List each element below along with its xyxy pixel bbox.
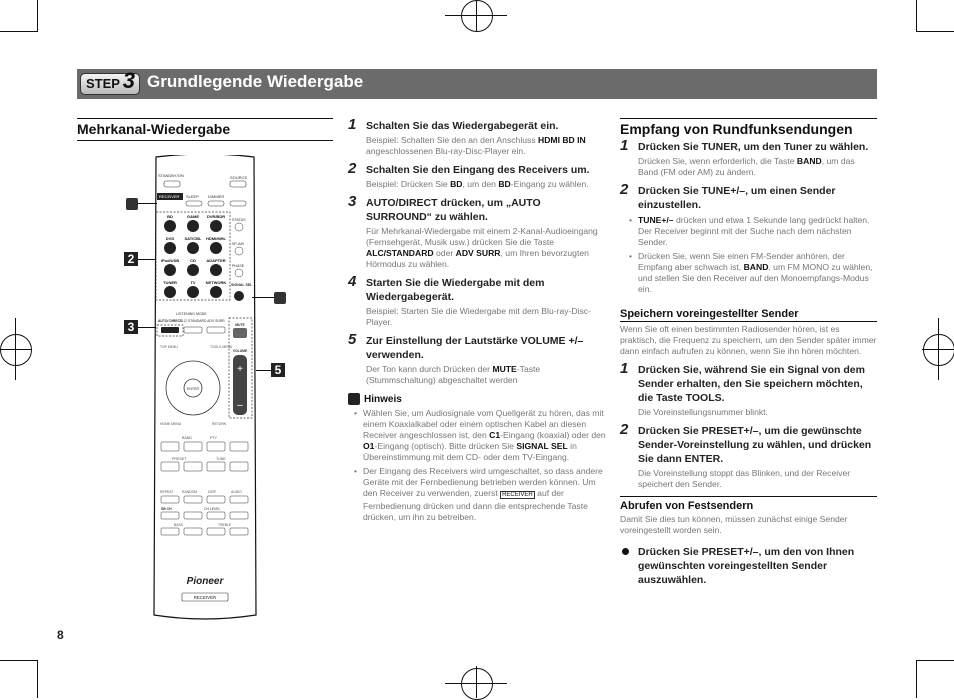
alc-standard-button[interactable]: [184, 327, 202, 333]
home-menu-label: HOME MENU: [160, 422, 182, 426]
callout-line: [252, 297, 274, 298]
step-number: 3: [122, 68, 135, 93]
dvr-button[interactable]: [210, 220, 222, 232]
ch-level-label: CH LEVEL: [204, 507, 221, 511]
play-button[interactable]: [184, 442, 202, 451]
callout-2: 2: [124, 252, 138, 266]
mute-label: MUTE: [235, 323, 245, 327]
repeat-button[interactable]: [161, 496, 179, 503]
ipod-button[interactable]: [164, 264, 176, 276]
step-5-note: Der Ton kann durch Drücken der MUTE-Taste (Stummschaltung) abgeschaltet werden: [366, 364, 541, 385]
preset-step-2-note: Die Voreinstellung stoppt das Blinken, und der Receiver speichert den Sender.: [638, 468, 851, 489]
radio-step-1-note: Drücken Sie, wenn erforderlich, die Taste BAND, um das Band (FM oder AM) zu ändern.: [638, 156, 855, 177]
enter-label: ENTER: [186, 387, 200, 391]
bullet-dot-icon: [622, 548, 629, 555]
remote-control-illustration: [152, 155, 258, 621]
tune-label: TUNE: [216, 457, 226, 461]
step-title: Zur Einstellung der Lautstärke VOLUME +/– verwenden.: [366, 335, 584, 361]
step-number: 4: [348, 273, 357, 290]
section-heading-preset: Speichern voreingestellter Sender: [620, 308, 799, 320]
disp-label: DISP: [208, 490, 216, 494]
volume-plus-label: +: [237, 364, 243, 375]
step-2-note: Beispiel: Drücken Sie BD, um den BD-Eingang zu wählen.: [366, 179, 589, 189]
spab-button[interactable]: [235, 247, 243, 255]
brand-logo: Pioneer: [186, 576, 224, 587]
registration-mark: [461, 668, 493, 700]
step-number: 2: [620, 181, 629, 198]
input-label-hdmi: HDMI/MHL: [206, 236, 226, 241]
phase-button[interactable]: [235, 269, 243, 277]
adv-surr-label: ADV SURR: [207, 319, 225, 323]
step-4: [348, 273, 606, 304]
pty-label: PTY: [210, 436, 217, 440]
hint-item-1: • Wählen Sie, um Audiosignale vom Quellgerät zu hören, das mit einem Koaxialkabel oder einem optischen Kabel an diesen Receiver angeschlossen ist, den C1-Eingang (koaxial) oder den O1-Eingang (optisch). Bitte drücken Sie SIGNAL SEL in Übereinstimmung mit dem CD- oder dem TV-Eingang.: [348, 408, 606, 463]
sleep-button[interactable]: [186, 201, 202, 206]
network-button[interactable]: [210, 286, 222, 298]
listening-mode-label: LISTENING MODE: [176, 312, 207, 316]
callout-5: 5: [271, 363, 285, 377]
callout-line: [137, 203, 157, 204]
treble-label: TREBLE: [218, 523, 232, 527]
auto-direct-label: AUTO/ DIRECT: [157, 319, 183, 323]
input-label-network: NETWORK: [205, 280, 227, 285]
crop-mark: [916, 0, 917, 32]
remote-small-button[interactable]: [230, 201, 246, 206]
registration-mark: [0, 334, 32, 366]
mute-button[interactable]: [233, 328, 247, 338]
mpx-button[interactable]: [230, 442, 248, 451]
section-heading-radio: Empfang von Rundfunksendungen: [620, 121, 853, 137]
standby-button[interactable]: [164, 181, 180, 187]
input-label-sat: SAT/CBL: [184, 236, 202, 241]
hint-item-2: • Der Eingang des Receivers wird umgeschaltet, so dass andere Geräte mit der Fernbedienung betrieben werden können. Um den Receiver zu verwenden, zuerst RECEIVER auf der Fernbedienung drücken und dann die entsprechende Taste drücken, um ihn zu betreiben.: [348, 466, 606, 523]
phase-label: PHASE: [232, 264, 245, 268]
preset-intro: Wenn Sie oft einen bestimmten Radiosender hören, ist es praktisch, die Frequenz zu speichern, um den Sender später immer dann einfach aufrufen zu können, wenn Sie ihn hören möchten.: [620, 324, 877, 356]
step-3-note: Für Mehrkanal-Wiedergabe mit einem 2-Kanal-Audioeingang (Fernsehgerät, Musik usw.) drücken Sie die Taste ALC/STANDARD oder ADV SURR, um Ihren bevorzugten Hörmodus zu wählen.: [366, 226, 598, 269]
step-banner: [77, 69, 877, 99]
step-number: 2: [620, 421, 629, 438]
bass-plus-button[interactable]: [184, 528, 202, 535]
hints-header: [348, 393, 606, 405]
step-2: [348, 160, 606, 177]
status-label: STATUS: [232, 218, 246, 222]
crop-mark: [37, 660, 38, 698]
repeat-label: REPEAT: [160, 490, 174, 494]
input-label-dvr: DVR/BDR: [206, 214, 226, 219]
hint-pencil-icon: [126, 198, 138, 210]
step-word: STEP: [86, 76, 120, 91]
step-number: 1: [620, 137, 629, 154]
sb-ch-label: SB CH: [161, 507, 172, 511]
status-button[interactable]: [235, 223, 243, 231]
treble-plus-button[interactable]: [230, 528, 248, 535]
step-title: Drücken Sie, während Sie ein Signal von dem Sender erhalten, den Sie speichern möchten, die Taste TOOLS.: [638, 364, 865, 404]
disp-button[interactable]: [207, 496, 225, 503]
preset-minus-button[interactable]: [161, 462, 179, 471]
input-label-ipod: iPod/USB: [160, 258, 180, 263]
dimmer-label: DIMMER: [208, 194, 225, 199]
left-column: [77, 118, 333, 141]
tv-button[interactable]: [187, 286, 199, 298]
input-label-tv: TV: [190, 280, 196, 285]
radio-bullet-2: • Drücken Sie, wenn Sie einen FM-Sender anhören, der Empfang aber schwach ist, BAND, um FM MONO zu wählen, und stellen Sie den Receiver auf den Monoempfangs-Modus ein.: [623, 251, 877, 295]
crop-mark: [0, 660, 38, 661]
recall-intro: Damit Sie dies tun können, müssen zunächst einige Sender voreingestellt worden sein.: [620, 514, 848, 535]
step-title: Schalten Sie das Wiedergabegerät ein.: [366, 120, 559, 132]
sleep-label: SLEEP: [186, 194, 199, 199]
stop-button[interactable]: [207, 442, 225, 451]
auto-direct-button[interactable]: [161, 327, 179, 333]
callout-line: [138, 327, 156, 328]
random-button[interactable]: [184, 496, 202, 503]
input-label-cd: CD: [190, 258, 196, 263]
signal-sel-label: SIGNAL SEL: [231, 283, 253, 287]
remote-label-source: SOURCE: [230, 175, 248, 180]
crop-mark: [0, 31, 38, 32]
radio-bullet-1: • TUNE+/– drücken und etwa 1 Sekunde lang gedrückt halten. Der Receiver beginnt mit der Suche nach dem nächsten Sender.: [623, 215, 877, 248]
remote-label-standby: STANDBY/ON: [158, 173, 184, 178]
treble-minus-button[interactable]: [207, 528, 225, 535]
radio-step-2: [620, 181, 877, 212]
audio-button[interactable]: [230, 496, 248, 503]
hint-pencil-icon: [348, 393, 360, 405]
ch-select-button[interactable]: [184, 512, 202, 519]
input-label-dvd: DVD: [165, 236, 175, 241]
ch-level-plus-button[interactable]: [230, 512, 248, 519]
bass-label: BASS: [174, 523, 184, 527]
hints-title: Hinweis: [364, 393, 402, 405]
tuner-button[interactable]: [164, 286, 176, 298]
crop-mark: [916, 660, 917, 698]
registration-mark: [923, 334, 954, 366]
dimmer-button[interactable]: [208, 201, 224, 206]
step-title: Drücken Sie PRESET+/–, um die gewünschte Sender-Voreinstellung zu wählen, und drücken Sie dann ENTER.: [638, 425, 872, 465]
step-badge: [80, 68, 140, 95]
step-title: Drücken Sie TUNE+/–, um einen Sender einzustellen.: [638, 185, 836, 211]
signal-sel-button[interactable]: [234, 291, 244, 301]
input-label-tuner: TUNER: [163, 280, 177, 285]
step-title: Schalten Sie den Eingang des Receivers um.: [366, 164, 590, 176]
step-4-note: Beispiel: Starten Sie die Wiedergabe mit dem Blu-ray-Disc-Player.: [366, 306, 591, 327]
step-5: [348, 331, 606, 362]
alc-standard-label: ALC/ STANDARD: [179, 319, 207, 323]
audio-label: AUDIO: [231, 490, 242, 494]
step-title: Drücken Sie PRESET+/–, um den von Ihnen gewünschten voreingestellten Sender auszuwählen.: [638, 546, 855, 586]
registration-mark: [461, 0, 493, 32]
right-column: [620, 118, 877, 587]
return-label: RETURN: [212, 422, 227, 426]
step-title: AUTO/DIRECT drücken, um „AUTO SURROUND“ zu wählen.: [366, 197, 541, 223]
bd-button[interactable]: [164, 220, 176, 232]
step-3: [348, 193, 606, 224]
radio-step-1: [620, 137, 877, 154]
top-menu-label: TOP MENU: [160, 345, 178, 349]
spab-label: SP-A/B: [232, 242, 244, 246]
tools-menu-label: TOOLS MENU: [210, 345, 233, 349]
hint-pencil-icon: [274, 292, 286, 304]
source-button[interactable]: [230, 181, 246, 187]
step-title: Starten Sie die Wiedergabe mit dem Wiedergabegerät.: [366, 277, 545, 303]
hdmi-button[interactable]: [210, 242, 222, 254]
ch-level-minus-button[interactable]: [207, 512, 225, 519]
crop-mark: [37, 0, 38, 32]
page-title: Grundlegende Wiedergabe: [147, 72, 364, 91]
preset-plus-button[interactable]: [184, 462, 202, 471]
step-number: 1: [348, 116, 357, 133]
preset-step-2: [620, 421, 877, 466]
step-number: 2: [348, 160, 357, 177]
dvd-button[interactable]: [164, 242, 176, 254]
volume-minus-label: –: [237, 400, 243, 411]
receiver-top-label: RECEIVER: [159, 194, 180, 199]
step-number: 1: [620, 360, 629, 377]
recall-step: [620, 545, 877, 587]
bass-minus-button[interactable]: [161, 528, 179, 535]
receiver-key-icon: RECEIVER: [502, 492, 533, 498]
cd-button[interactable]: [187, 264, 199, 276]
step-title: Drücken Sie TUNER, um den Tuner zu wählen.: [638, 141, 869, 153]
sb-ch-button[interactable]: [161, 512, 179, 519]
sat-button[interactable]: [187, 242, 199, 254]
receiver-bottom-label: RECEIVER: [193, 595, 217, 600]
page-number: 8: [57, 628, 64, 642]
adapter-button[interactable]: [210, 264, 222, 276]
preset-step-1: [620, 360, 877, 405]
volume-label: VOLUME: [232, 349, 248, 353]
random-label: RANDOM: [182, 490, 198, 494]
step-number: 5: [348, 331, 357, 348]
input-label-adapter: ADAPTER: [206, 258, 226, 263]
crop-mark: [916, 660, 954, 661]
crop-mark: [916, 31, 954, 32]
callout-3: 3: [124, 320, 138, 334]
input-label-game: GAME: [187, 214, 199, 219]
callout-line: [138, 259, 156, 260]
section-heading-recall: Abrufen von Festsendern: [620, 500, 754, 512]
step-number: 3: [348, 193, 357, 210]
preset-step-1-note: Die Voreinstellungsnummer blinkt.: [638, 407, 768, 417]
tune-plus-button[interactable]: [230, 462, 248, 471]
preset-label: PRESET: [172, 457, 187, 461]
step-1: [348, 116, 606, 133]
game-button[interactable]: [187, 220, 199, 232]
input-label-bd: BD: [167, 214, 173, 219]
adv-surr-button[interactable]: [207, 327, 225, 333]
middle-column: [348, 115, 606, 523]
callout-line: [256, 370, 271, 371]
section-heading-multichannel: Mehrkanal-Wiedergabe: [77, 121, 231, 137]
band-label: BAND: [182, 436, 192, 440]
pause-button[interactable]: [161, 442, 179, 451]
tune-minus-button[interactable]: [207, 462, 225, 471]
step-1-note: Beispiel: Schalten Sie den an den Anschluss HDMI BD IN angeschlossenen Blu-ray-Disc-Player ein.: [366, 135, 586, 156]
